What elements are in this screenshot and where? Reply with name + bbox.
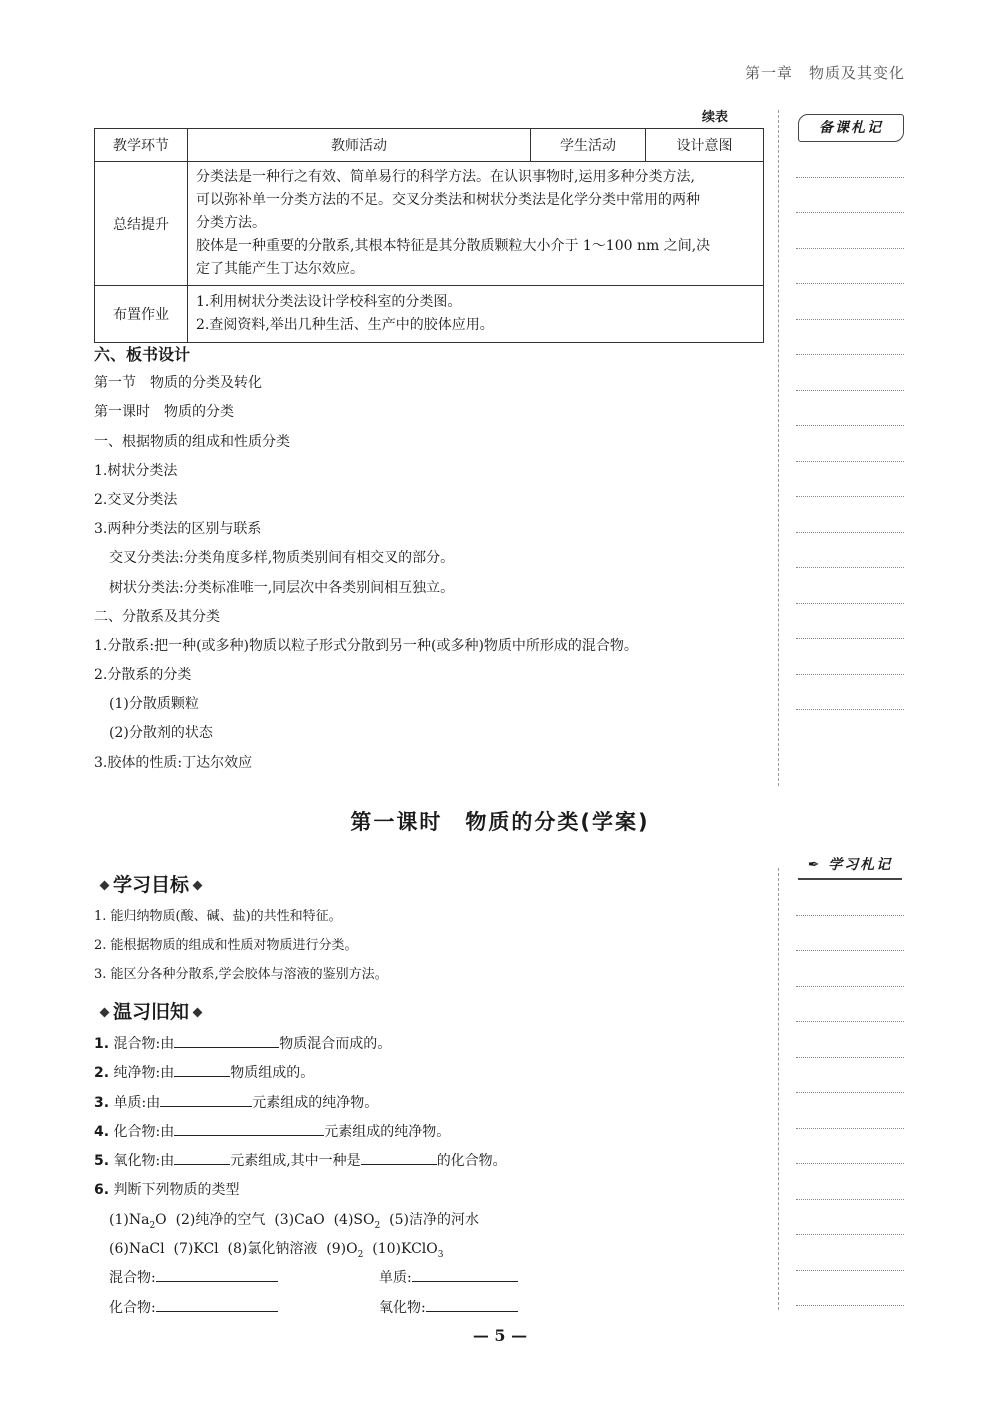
answer-blank[interactable] — [174, 1033, 279, 1048]
board-line: 2.分散系的分类 — [94, 667, 192, 684]
section-heading: 六、板书设计 — [94, 345, 191, 364]
answer-blank[interactable] — [426, 1297, 518, 1312]
board-line: 一、根据物质的组成和性质分类 — [94, 433, 290, 450]
diamond-icon — [100, 1008, 110, 1018]
goals-list — [94, 902, 388, 989]
table-row — [95, 286, 764, 343]
question-text: 化合物:由 — [113, 1123, 175, 1140]
board-line: 1.分散系:把一种(或多种)物质以粒子形式分散到另一种(或多种)物质中所形成的混合物。 — [94, 637, 638, 654]
prep-notes-title: 备课札记 — [798, 114, 904, 142]
question-text: 纯净物:由 — [113, 1065, 175, 1082]
review-questions — [94, 1030, 518, 1323]
question-number: 5. — [94, 1153, 110, 1170]
question-number: 4. — [94, 1123, 110, 1140]
quill-icon: ✒ — [807, 857, 822, 873]
review-heading — [96, 997, 206, 1024]
question-2 — [94, 1059, 518, 1088]
goal-item: 1. 能归纳物质(酸、碱、盐)的共性和特征。 — [94, 909, 342, 924]
table-cell-stage: 总结提升 — [95, 162, 188, 286]
answer-label: 氧化物: — [379, 1299, 426, 1316]
board-line: 1.树状分类法 — [94, 462, 178, 479]
table-cell-content — [188, 162, 764, 286]
table-cell-content — [188, 286, 764, 343]
question-text: 元素组成的纯净物。 — [252, 1094, 379, 1111]
question-text: 物质组成的。 — [230, 1065, 315, 1082]
review-heading-text: 温习旧知 — [113, 1001, 190, 1023]
question-3 — [94, 1089, 518, 1118]
answer-blank[interactable] — [174, 1062, 230, 1077]
question-text: 元素组成,其中一种是 — [230, 1153, 361, 1170]
question-text: 混合物:由 — [113, 1036, 175, 1052]
substance: (4)SO — [333, 1211, 375, 1228]
diamond-icon — [193, 1008, 203, 1018]
substance-list-2 — [94, 1235, 518, 1264]
board-line: 3.两种分类法的区别与联系 — [94, 521, 262, 538]
substance: (9)O — [326, 1241, 358, 1258]
answer-blank[interactable] — [174, 1121, 324, 1136]
substance: (10)KClO — [372, 1241, 438, 1258]
table-row — [95, 162, 764, 286]
substance-list-1 — [94, 1206, 518, 1235]
subscript: 2 — [149, 1220, 156, 1231]
diamond-icon — [193, 881, 203, 891]
substance: (3)CaO — [274, 1211, 325, 1228]
table-header: 设计意图 — [646, 129, 764, 162]
table-continued-label: 续表 — [702, 110, 729, 125]
table-cell-stage: 布置作业 — [95, 286, 188, 343]
answer-blank[interactable] — [361, 1150, 437, 1165]
answer-label: 单质: — [379, 1270, 412, 1287]
text-line: 定了其能产生丁达尔效应。 — [196, 261, 364, 277]
board-design — [94, 340, 638, 778]
text-line: 可以弥补单一分类方法的不足。交叉分类法和树状分类法是化学分类中常用的两种 — [196, 192, 700, 208]
teaching-table — [94, 128, 764, 343]
study-notes-lines — [796, 880, 904, 1306]
prep-notes-lines — [796, 142, 904, 710]
text-line: 胶体是一种重要的分散系,其根本特征是其分散质颗粒大小介于 1～100 nm 之间,决 — [196, 238, 711, 254]
question-4 — [94, 1118, 518, 1147]
question-text: 元素组成的纯净物。 — [324, 1123, 451, 1140]
board-line: 第一节 物质的分类及转化 — [94, 375, 262, 392]
subscript: 2 — [374, 1220, 381, 1231]
question-5 — [94, 1147, 518, 1176]
question-text: 氧化物:由 — [113, 1153, 175, 1170]
goals-heading — [96, 870, 206, 897]
goals-heading-text: 学习目标 — [113, 874, 190, 896]
substance: (6)NaCl — [109, 1241, 165, 1258]
question-number: 2. — [94, 1065, 110, 1082]
board-line: (1)分散质颗粒 — [109, 696, 199, 713]
answer-cell — [379, 1264, 518, 1293]
text-line: 1.利用树状分类法设计学校科室的分类图。 — [196, 294, 462, 310]
question-text: 物质混合而成的。 — [279, 1036, 392, 1052]
question-6 — [94, 1176, 518, 1205]
answer-row-2 — [94, 1294, 518, 1323]
goal-item: 3. 能区分各种分散系,学会胶体与溶液的鉴别方法。 — [94, 967, 388, 982]
substance: (1)Na — [109, 1211, 150, 1228]
substance: O — [155, 1211, 167, 1228]
substance: (5)洁净的河水 — [389, 1211, 479, 1228]
lesson-title: 第一课时 物质的分类(学案) — [350, 810, 650, 834]
goal-item: 2. 能根据物质的组成和性质对物质进行分类。 — [94, 938, 358, 953]
board-line: 2.交叉分类法 — [94, 491, 178, 508]
answer-cell — [109, 1294, 379, 1323]
chapter-header: 第一章 物质及其变化 — [744, 64, 905, 82]
answer-row-1 — [94, 1264, 518, 1293]
question-number: 6. — [94, 1182, 110, 1199]
text-line: 分类方法。 — [196, 215, 266, 231]
board-line: 交叉分类法:分类角度多样,物质类别间有相交叉的部分。 — [109, 550, 455, 567]
study-notes-label: 学习札记 — [828, 857, 893, 873]
page-number-value: 5 — [494, 1326, 506, 1345]
answer-cell — [109, 1264, 379, 1293]
page-number: — 5 — — [472, 1326, 528, 1345]
answer-label: 化合物: — [109, 1299, 156, 1316]
question-number: 3. — [94, 1094, 110, 1111]
sidebar-divider — [778, 110, 779, 786]
table-header-row — [95, 129, 764, 162]
answer-blank[interactable] — [160, 1092, 252, 1107]
board-line: 二、分散系及其分类 — [94, 608, 220, 625]
table-header: 教师活动 — [188, 129, 531, 162]
answer-blank[interactable] — [156, 1297, 278, 1312]
substance: (7)KCl — [173, 1241, 219, 1258]
diamond-icon — [100, 881, 110, 891]
question-1 — [94, 1030, 518, 1059]
answer-blank[interactable] — [412, 1267, 518, 1282]
table-header: 学生活动 — [531, 129, 646, 162]
answer-label: 混合物: — [109, 1270, 156, 1287]
board-line: 树状分类法:分类标准唯一,同层次中各类别间相互独立。 — [109, 579, 455, 596]
subscript: 2 — [357, 1249, 364, 1260]
table-header: 教学环节 — [95, 129, 188, 162]
sidebar-divider — [778, 868, 779, 1310]
text-line: 分类法是一种行之有效、简单易行的科学方法。在认识事物时,运用多种分类方法, — [196, 169, 695, 185]
answer-cell — [379, 1294, 518, 1323]
substance: (8)氯化钠溶液 — [227, 1241, 318, 1258]
answer-blank[interactable] — [156, 1267, 278, 1282]
board-line: (2)分散剂的状态 — [109, 725, 213, 742]
question-text: 单质:由 — [113, 1094, 161, 1111]
question-text: 的化合物。 — [436, 1153, 507, 1170]
answer-blank[interactable] — [174, 1150, 230, 1165]
study-notes-title — [798, 852, 902, 880]
subscript: 3 — [437, 1249, 444, 1260]
substance: (2)纯净的空气 — [175, 1211, 266, 1228]
question-number: 1. — [94, 1036, 110, 1052]
question-text: 判断下列物质的类型 — [113, 1182, 240, 1199]
board-line: 3.胶体的性质:丁达尔效应 — [94, 754, 253, 771]
board-line: 第一课时 物质的分类 — [94, 404, 234, 421]
text-line: 2.查阅资料,举出几种生活、生产中的胶体应用。 — [196, 317, 494, 333]
